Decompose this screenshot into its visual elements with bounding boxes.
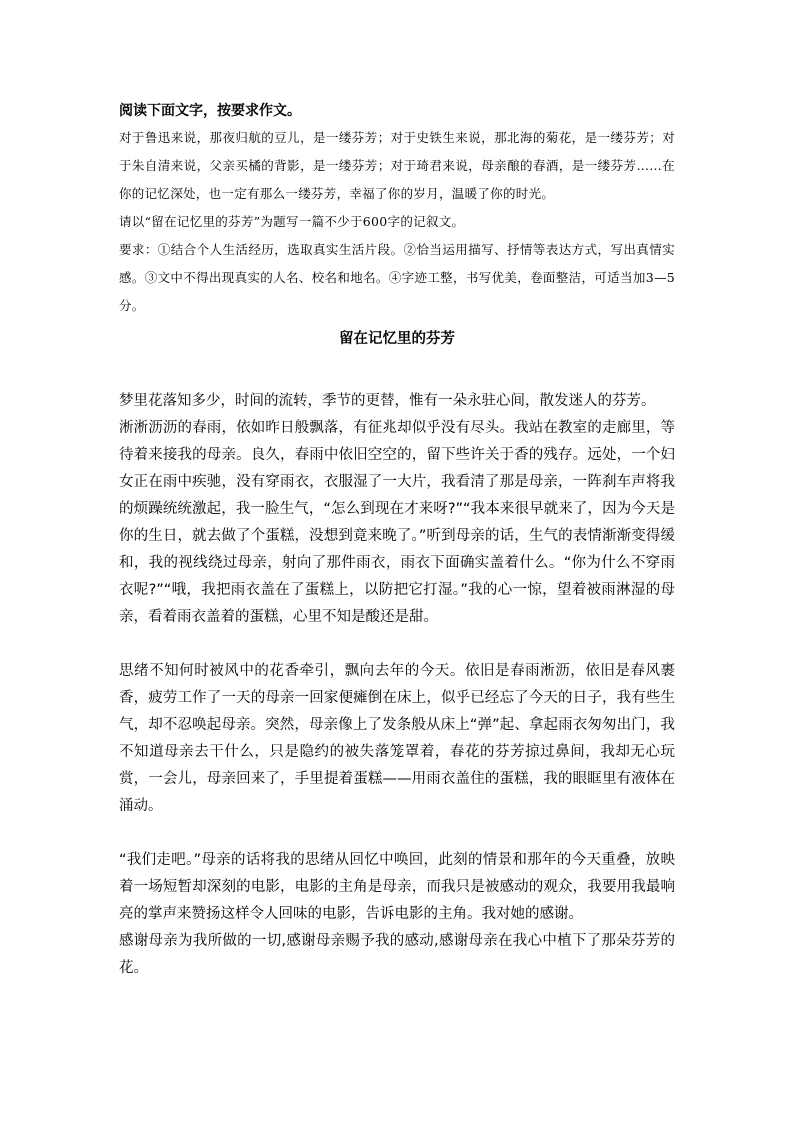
- prompt-intro: 对于鲁迅来说，那夜归航的豆儿，是一缕芬芳；对于史铁生来说，那北海的菊花，是一缕芬芳；对于朱自清来说，父亲买橘的背影，是一缕芬芳；对于琦君来说，母亲酿的春酒，是一缕芬芳……在你的记忆深处，也一定有那么一缕芬芳，幸福了你的岁月，温暖了你的时光。: [119, 130, 675, 201]
- paragraph-gap: [119, 631, 675, 658]
- essay-title: 留在记忆里的芬芳: [339, 331, 455, 347]
- essay-paragraph-5: 感谢母亲为我所做的一切,感谢母亲赐予我的感动,感谢母亲在我心中植下了那朵芬芳的花。: [119, 933, 675, 976]
- prompt-requirements: 要求：①结合个人生活经历，选取真实生活片段。②恰当运用描写、抒情等表达方式，写出真情实感。③文中不得出现真实的人名、校名和地名。④字迹工整，书写优美，卷面整洁，可适当加3—5分。: [119, 242, 675, 313]
- prompt-heading: 阅读下面文字，按要求作文。: [119, 103, 301, 119]
- essay-paragraph-1: 梦里花落知多少，时间的流转，季节的更替，惟有一朵永驻心间，散发迷人的芬芳。: [119, 393, 656, 409]
- writing-prompt: [119, 98, 675, 320]
- essay-body: [119, 388, 675, 982]
- document-page: [119, 98, 675, 982]
- prompt-task: 请以“留在记忆里的芬芳”为题写一篇不少于600字的记叙文。: [119, 214, 465, 229]
- paragraph-gap: [119, 820, 675, 847]
- essay-paragraph-2: 淅淅沥沥的春雨，依如昨日般飘落，有征兆却似乎没有尽头。我站在教室的走廊里，等待着来接我的母亲。良久，春雨中依旧空空的，留下些许关于香的残存。远处，一个妇女正在雨中疾驰，没有穿雨衣，衣服湿了一大片，我看清了那是母亲，一阵刹车声将我的烦躁统统激起，我一脸生气，“怎么到现在才来呀?”“我本来很早就来了，因为今天是你的生日，就去做了个蛋糕，没想到竟来晚了。”听到母亲的话，生气的表情渐渐变得缓和，我的视线绕过母亲，射向了那件雨衣，雨衣下面确实盖着什么。“你为什么不穿雨衣呢?”“哦，我把雨衣盖在了蛋糕上，以防把它打湿。”我的心一惊，望着被雨淋湿的母亲，看着雨衣盖着的蛋糕，心里不知是酸还是甜。: [119, 420, 675, 625]
- essay-paragraph-3: 思绪不知何时被风中的花香牵引，飘向去年的今天。依旧是春雨淅沥，依旧是春风裹香，疲劳工作了一天的母亲一回家便瘫倒在床上，似乎已经忘了今天的日子，我有些生气，却不忍唤起母亲。突然，母亲像上了发条般从床上“弹”起、拿起雨衣匆匆出门，我不知道母亲去干什么，只是隐约的被失落笼罩着，春花的芬芳掠过鼻间，我却无心玩赏，一会儿，母亲回来了，手里提着蛋糕——用雨衣盖住的蛋糕，我的眼眶里有液体在涌动。: [119, 663, 675, 814]
- essay-paragraph-4: “我们走吧。”母亲的话将我的思绪从回忆中唤回，此刻的情景和那年的今天重叠，放映着一场短暂却深刻的电影，电影的主角是母亲，而我只是被感动的观众，我要用我最响亮的掌声来赞扬这样令人回味的电影，告诉电影的主角。我对她的感谢。: [119, 852, 675, 922]
